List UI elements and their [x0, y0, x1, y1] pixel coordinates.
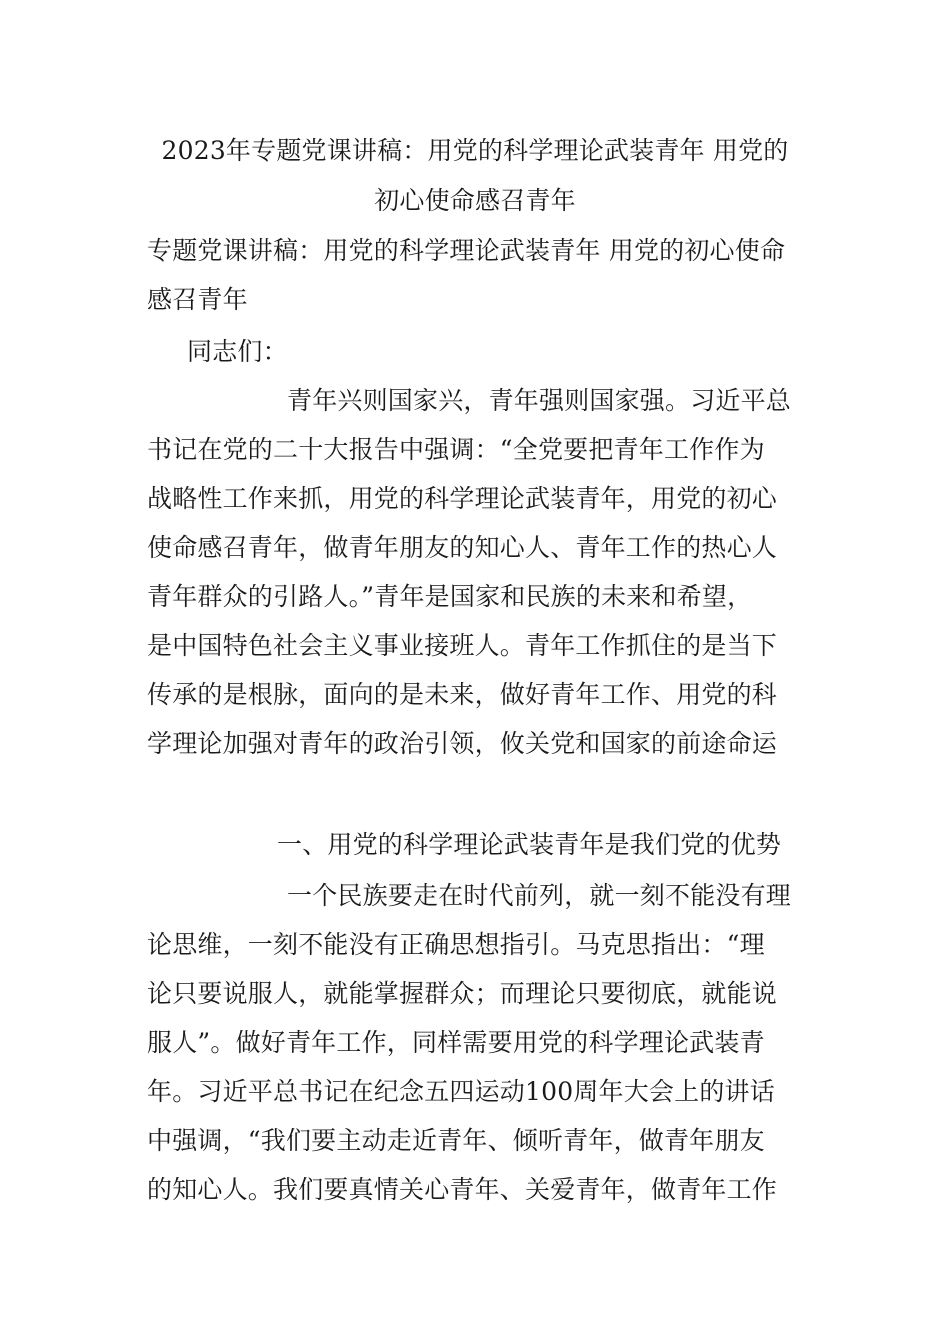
paragraph1-line-6: 是中国特色社会主义事业接班人。青年工作抓住的是当下	[147, 631, 778, 660]
paragraph1-line-3: 战略性工作来抓，用党的科学理论武装青年，用党的初心	[147, 484, 778, 513]
paragraph2-line-7: 的知心人。我们要真情关心青年、关爱青年，做青年工作	[147, 1175, 778, 1204]
salutation: 同志们：	[187, 337, 288, 366]
section1-heading: 一、用党的科学理论武装青年是我们党的优势	[277, 830, 782, 859]
paragraph2-line-3: 论只要说服人，就能掌握群众；而理论只要彻底，就能说	[147, 979, 778, 1008]
subtitle-line-2: 感召青年	[147, 285, 248, 314]
paragraph2-line-6: 中强调，“我们要主动走近青年、倾听青年，做青年朋友	[147, 1126, 765, 1155]
paragraph1-line-7: 传承的是根脉，面向的是未来，做好青年工作、用党的科	[147, 680, 778, 709]
document-title-line-1: 2023年专题党课讲稿：用党的科学理论武装青年 用党的	[161, 136, 789, 165]
paragraph1-line-8: 学理论加强对青年的政治引领，攸关党和国家的前途命运	[147, 729, 778, 758]
paragraph1-line-4: 使命感召青年，做青年朋友的知心人、青年工作的热心人	[147, 533, 778, 562]
paragraph1-line-5: 青年群众的引路人。”青年是国家和民族的未来和希望，	[147, 582, 753, 611]
subtitle-line-1: 专题党课讲稿：用党的科学理论武装青年 用党的初心使命	[147, 236, 786, 265]
paragraph2-line-4: 服人”。做好青年工作，同样需要用党的科学理论武装青	[147, 1028, 765, 1057]
paragraph2-line-1: 一个民族要走在时代前列，就一刻不能没有理	[287, 881, 792, 910]
paragraph1-line-2: 书记在党的二十大报告中强调：“全党要把青年工作作为	[147, 435, 765, 464]
paragraph2-line-2: 论思维，一刻不能没有正确思想指引。马克思指出：“理	[147, 930, 765, 959]
paragraph2-line-5: 年。习近平总书记在纪念五四运动100周年大会上的讲话	[147, 1077, 775, 1106]
document-title-line-2: 初心使命感召青年	[374, 186, 576, 215]
paragraph1-line-1: 青年兴则国家兴，青年强则国家强。习近平总	[287, 386, 792, 415]
